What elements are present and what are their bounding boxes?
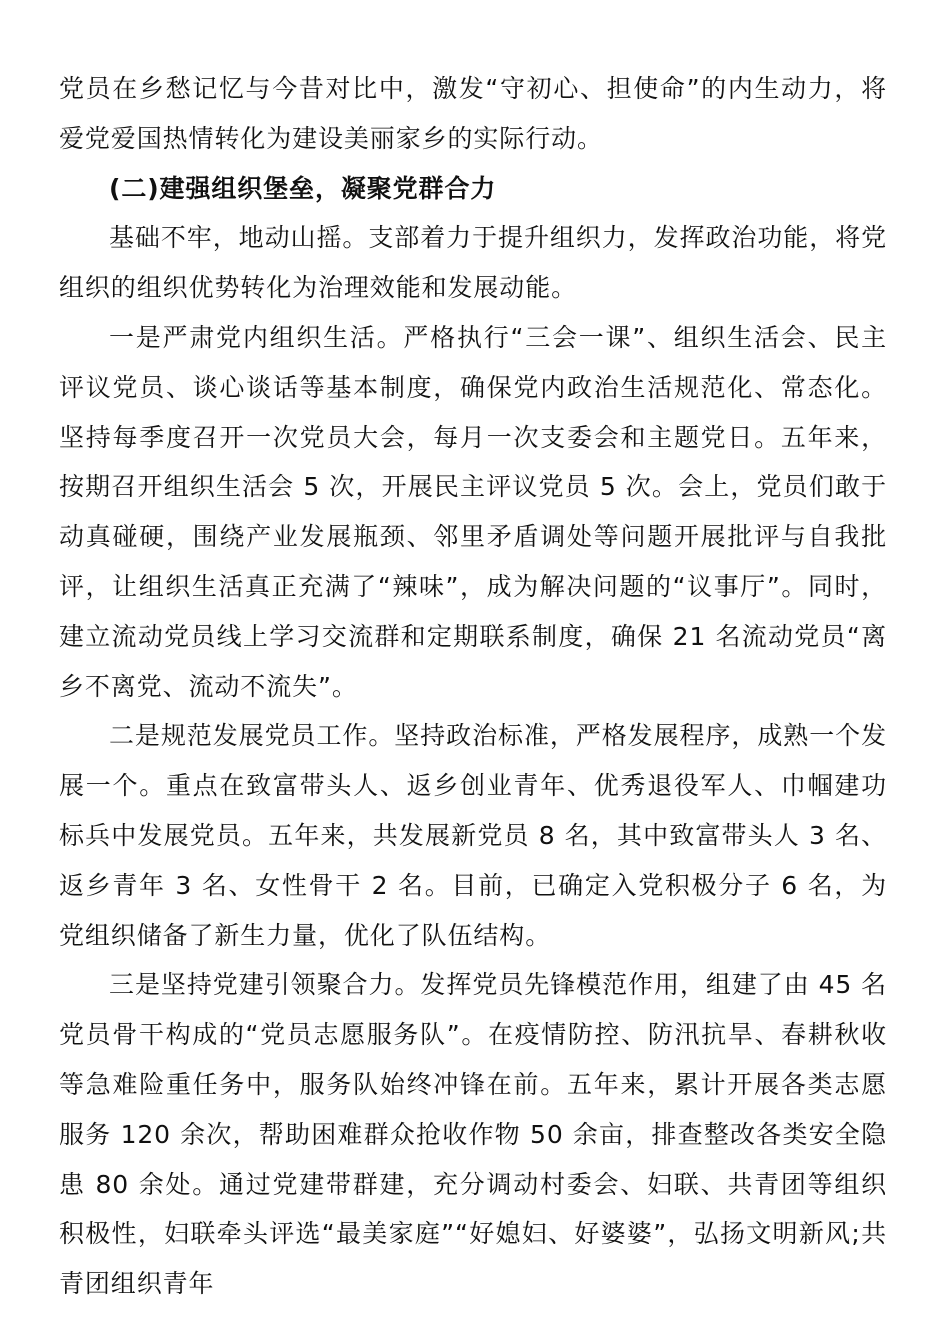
paragraph-member-development: 二是规范发展党员工作。坚持政治标准，严格发展程序，成熟一个发展一个。重点在致富带头人、返乡创业青年、优秀退役军人、巾帼建功标兵中发展党员。五年来，共发展新党员 8 名，其中致富带头人 3 名、返乡青年 3 名、女性骨干 2 名。目前，已确定入党积极分子 6 名，为党组织储备了新生力量，优化了队伍结构。: [59, 721, 887, 950]
paragraph-party-building: 三是坚持党建引领聚合力。发挥党员先锋模范作用，组建了由 45 名党员骨干构成的“党员志愿服务队”。在疫情防控、防汛抗旱、春耕秋收等急难险重任务中，服务队始终冲锋在前。五年来，累计开展各类志愿服务 120 余次，帮助困难群众抢收作物 50 余亩，排查整改各类安全隐患 80 余处。通过党建带群建，充分调动村委会、妇联、共青团等组织积极性，妇联牵头评选“最美家庭”“好媳妇、好婆婆”，弘扬文明新风;共青团组织青年: [59, 970, 887, 1299]
paragraph-continuation: 党员在乡愁记忆与今昔对比中，激发“守初心、担使命”的内生动力，将爱党爱国热情转化为建设美丽家乡的实际行动。: [59, 74, 887, 153]
paragraph-organization-life: 一是严肃党内组织生活。严格执行“三会一课”、组织生活会、民主评议党员、谈心谈话等基本制度，确保党内政治生活规范化、常态化。坚持每季度召开一次党员大会，每月一次支委会和主题党日。五年来，按期召开组织生活会 5 次，开展民主评议党员 5 次。会上，党员们敢于动真碰硬，围绕产业发展瓶颈、邻里矛盾调处等问题开展批评与自我批评，让组织生活真正充满了“辣味”，成为解决问题的“议事厅”。同时，建立流动党员线上学习交流群和定期联系制度，确保 21 名流动党员“离乡不离党、流动不流失”。: [59, 322, 887, 701]
section-heading: (二)建强组织堡垒，凝聚党群合力: [109, 173, 497, 203]
document-page: [59, 64, 887, 1309]
paragraph-intro: 基础不牢，地动山摇。支部着力于提升组织力，发挥政治功能，将党组织的组织优势转化为治理效能和发展动能。: [59, 223, 887, 303]
